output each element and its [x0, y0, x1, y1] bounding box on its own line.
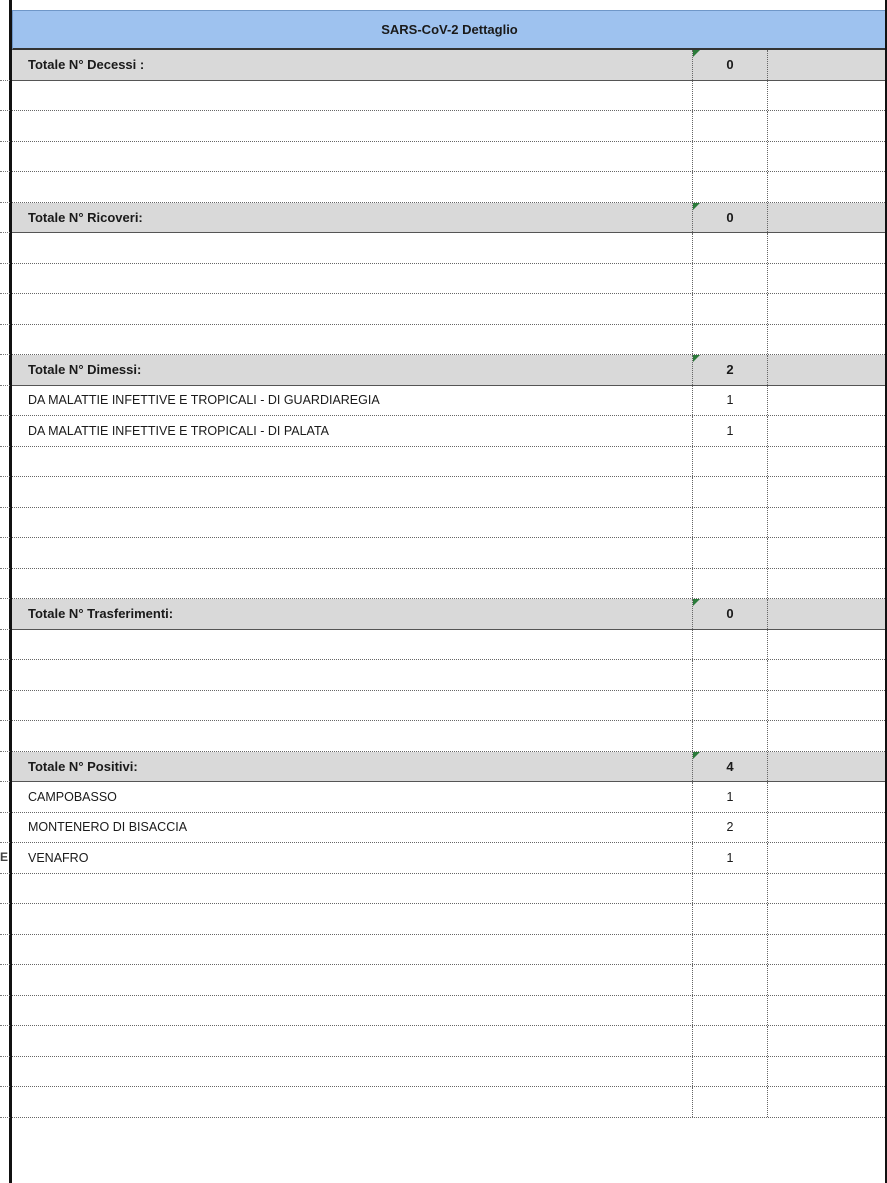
gridline-stub [0, 690, 10, 691]
gridline-stub [0, 385, 10, 386]
empty-cell[interactable] [767, 935, 887, 965]
gridline-stub [0, 568, 10, 569]
cell-error-indicator-icon [693, 752, 700, 759]
section-label[interactable]: Totale N° Positivi: [28, 758, 138, 774]
row-value[interactable] [692, 660, 767, 690]
row-value[interactable] [692, 416, 767, 446]
empty-cell[interactable] [767, 782, 887, 812]
row-label[interactable] [12, 965, 692, 995]
empty-cell[interactable] [767, 691, 887, 721]
section-total-row[interactable] [12, 203, 887, 234]
empty-cell[interactable] [767, 569, 887, 599]
value-text: 0 [726, 57, 734, 73]
empty-cell[interactable] [767, 264, 887, 294]
row-label[interactable] [12, 904, 692, 934]
table-body [12, 50, 887, 1118]
gridline-stub [0, 507, 10, 508]
gridline-stub [0, 903, 10, 904]
table-row[interactable] [12, 813, 887, 844]
table-title: SARS-CoV-2 Dettaglio [381, 22, 518, 37]
empty-cell[interactable] [767, 447, 887, 477]
empty-row[interactable] [12, 172, 887, 203]
row-label[interactable]: DA MALATTIE INFETTIVE E TROPICALI - DI PALATA [28, 423, 329, 438]
gridline-stub [0, 80, 10, 81]
gridline-stub [0, 842, 10, 843]
row-label[interactable] [12, 264, 692, 294]
row-label[interactable] [12, 1057, 692, 1087]
row-label[interactable] [12, 1026, 692, 1056]
empty-cell[interactable] [767, 233, 887, 263]
gridline-stub [0, 1025, 10, 1026]
row-value[interactable] [692, 325, 767, 355]
gridline-stub [0, 629, 10, 630]
row-value[interactable] [692, 1026, 767, 1056]
gridline-stub [0, 964, 10, 965]
row-label[interactable] [12, 630, 692, 660]
empty-cell[interactable] [767, 1087, 887, 1117]
row-value[interactable] [692, 813, 767, 843]
empty-row[interactable] [12, 111, 887, 142]
empty-cell[interactable] [767, 599, 887, 629]
empty-row[interactable] [12, 233, 887, 264]
gridline-stub [0, 934, 10, 935]
left-sheet-edge [0, 0, 10, 1183]
empty-row[interactable] [12, 477, 887, 508]
gridline-stub [0, 141, 10, 142]
section-total-row[interactable] [12, 752, 887, 783]
empty-cell[interactable] [767, 904, 887, 934]
empty-row[interactable] [12, 935, 887, 966]
value-text: 1 [726, 393, 734, 408]
empty-cell[interactable] [767, 630, 887, 660]
empty-cell[interactable] [767, 81, 887, 111]
empty-cell[interactable] [767, 325, 887, 355]
table-row[interactable] [12, 416, 887, 447]
value-text: 2 [726, 362, 734, 378]
empty-cell[interactable] [767, 1057, 887, 1087]
gridline-stub [0, 476, 10, 477]
value-text: 1 [726, 850, 734, 865]
section-total-value[interactable] [692, 50, 767, 80]
empty-cell[interactable] [767, 508, 887, 538]
gridline-stub [0, 293, 10, 294]
row-label[interactable] [12, 172, 692, 202]
empty-row[interactable] [12, 1087, 887, 1118]
row-value[interactable] [692, 294, 767, 324]
section-total-row[interactable] [12, 599, 887, 630]
row-value[interactable] [692, 782, 767, 812]
row-label[interactable] [12, 142, 692, 172]
gridline-stub [0, 354, 10, 355]
table-row[interactable] [12, 782, 887, 813]
empty-row[interactable] [12, 691, 887, 722]
gridline-stub [0, 781, 10, 782]
row-value[interactable] [692, 111, 767, 141]
gridline-stub [0, 537, 10, 538]
empty-cell[interactable] [767, 142, 887, 172]
row-value[interactable] [692, 538, 767, 568]
empty-row[interactable] [12, 264, 887, 295]
gridline-stub [0, 598, 10, 599]
value-text: 1 [726, 789, 734, 804]
table-row[interactable] [12, 843, 887, 874]
empty-cell[interactable] [767, 50, 887, 80]
row-value[interactable] [692, 142, 767, 172]
row-label[interactable]: MONTENERO DI BISACCIA [28, 820, 188, 835]
row-value[interactable] [692, 965, 767, 995]
gridline-stub [0, 751, 10, 752]
empty-row[interactable] [12, 630, 887, 661]
empty-cell[interactable] [767, 416, 887, 446]
row-value[interactable] [692, 569, 767, 599]
empty-cell[interactable] [767, 965, 887, 995]
row-label[interactable] [12, 508, 692, 538]
section-label[interactable]: Totale N° Ricoveri: [28, 209, 143, 225]
gridline-stub [0, 110, 10, 111]
section-label[interactable]: Totale N° Decessi : [28, 57, 145, 73]
value-text: 0 [726, 209, 734, 225]
gridline-stub [0, 202, 10, 203]
row-label[interactable] [12, 935, 692, 965]
row-label[interactable] [12, 721, 692, 751]
table-header[interactable] [12, 10, 887, 50]
gridline-stub [0, 324, 10, 325]
row-label[interactable] [12, 874, 692, 904]
empty-row[interactable] [12, 325, 887, 356]
row-value[interactable] [692, 904, 767, 934]
empty-row[interactable] [12, 81, 887, 112]
left-edge-glyph: E [0, 850, 8, 864]
empty-cell[interactable] [767, 660, 887, 690]
empty-row[interactable] [12, 996, 887, 1027]
empty-row[interactable] [12, 508, 887, 539]
cell-error-indicator-icon [693, 50, 700, 57]
gridline-stub [0, 873, 10, 874]
gridline-stub [0, 720, 10, 721]
empty-row[interactable] [12, 904, 887, 935]
cell-error-indicator-icon [693, 203, 700, 210]
empty-row[interactable] [12, 1026, 887, 1057]
gridline-stub [0, 659, 10, 660]
row-label[interactable]: VENAFRO [28, 850, 89, 865]
empty-row[interactable] [12, 1057, 887, 1088]
row-label[interactable] [12, 233, 692, 263]
empty-row[interactable] [12, 660, 887, 691]
empty-cell[interactable] [767, 813, 887, 843]
row-label[interactable] [12, 538, 692, 568]
empty-cell[interactable] [767, 996, 887, 1026]
empty-cell[interactable] [767, 538, 887, 568]
row-value[interactable] [692, 81, 767, 111]
gridline-stub [0, 1117, 10, 1118]
gridline-stub [0, 1056, 10, 1057]
gridline-stub [0, 232, 10, 233]
section-total-value[interactable] [692, 355, 767, 385]
gridline-stub [0, 1086, 10, 1087]
row-label[interactable]: CAMPOBASSO [28, 789, 117, 804]
section-total-value[interactable] [692, 203, 767, 233]
gridline-stub [0, 446, 10, 447]
value-text: 2 [726, 820, 734, 835]
empty-row[interactable] [12, 142, 887, 173]
row-value[interactable] [692, 172, 767, 202]
empty-row[interactable] [12, 569, 887, 600]
empty-cell[interactable] [767, 721, 887, 751]
section-total-value[interactable] [692, 599, 767, 629]
section-label[interactable]: Totale N° Dimessi: [28, 362, 142, 378]
table-row[interactable] [12, 386, 887, 417]
empty-cell[interactable] [767, 386, 887, 416]
row-value[interactable] [692, 1057, 767, 1087]
row-label[interactable] [12, 996, 692, 1026]
gridline-stub [0, 171, 10, 172]
value-text: 4 [726, 758, 734, 774]
row-label[interactable] [12, 477, 692, 507]
empty-cell[interactable] [767, 355, 887, 385]
empty-cell[interactable] [767, 874, 887, 904]
row-value[interactable] [692, 721, 767, 751]
row-label[interactable] [12, 294, 692, 324]
empty-cell[interactable] [767, 294, 887, 324]
section-total-value[interactable] [692, 752, 767, 782]
empty-cell[interactable] [767, 477, 887, 507]
row-value[interactable] [692, 1087, 767, 1117]
value-text: 1 [726, 423, 734, 438]
empty-cell[interactable] [767, 752, 887, 782]
empty-cell[interactable] [767, 172, 887, 202]
row-label[interactable] [12, 691, 692, 721]
gridline-stub [0, 415, 10, 416]
section-total-row[interactable] [12, 50, 887, 81]
empty-row[interactable] [12, 447, 887, 478]
row-value[interactable] [692, 233, 767, 263]
value-text: 0 [726, 606, 734, 622]
empty-row[interactable] [12, 874, 887, 905]
empty-cell[interactable] [767, 203, 887, 233]
row-label[interactable] [12, 1087, 692, 1117]
row-value[interactable] [692, 508, 767, 538]
section-label[interactable]: Totale N° Trasferimenti: [28, 606, 174, 622]
row-value[interactable] [692, 264, 767, 294]
row-value[interactable] [692, 996, 767, 1026]
empty-row[interactable] [12, 294, 887, 325]
empty-cell[interactable] [767, 111, 887, 141]
gridline-stub [0, 263, 10, 264]
empty-row[interactable] [12, 538, 887, 569]
row-value[interactable] [692, 874, 767, 904]
row-value[interactable] [692, 843, 767, 873]
row-value[interactable] [692, 630, 767, 660]
row-value[interactable] [692, 935, 767, 965]
row-label[interactable] [12, 660, 692, 690]
cell-error-indicator-icon [693, 599, 700, 606]
row-label[interactable]: DA MALATTIE INFETTIVE E TROPICALI - DI GUARDIAREGIA [28, 393, 380, 408]
cell-error-indicator-icon [693, 355, 700, 362]
row-value[interactable] [692, 447, 767, 477]
empty-cell[interactable] [767, 843, 887, 873]
empty-row[interactable] [12, 965, 887, 996]
detail-table [12, 10, 887, 1118]
row-value[interactable] [692, 386, 767, 416]
section-total-row[interactable] [12, 355, 887, 386]
gridline-stub [0, 812, 10, 813]
row-label[interactable] [12, 325, 692, 355]
row-label[interactable] [12, 81, 692, 111]
row-label[interactable] [12, 111, 692, 141]
row-label[interactable] [12, 447, 692, 477]
gridline-stub [0, 995, 10, 996]
empty-cell[interactable] [767, 1026, 887, 1056]
row-value[interactable] [692, 477, 767, 507]
empty-row[interactable] [12, 721, 887, 752]
row-value[interactable] [692, 691, 767, 721]
row-label[interactable] [12, 569, 692, 599]
